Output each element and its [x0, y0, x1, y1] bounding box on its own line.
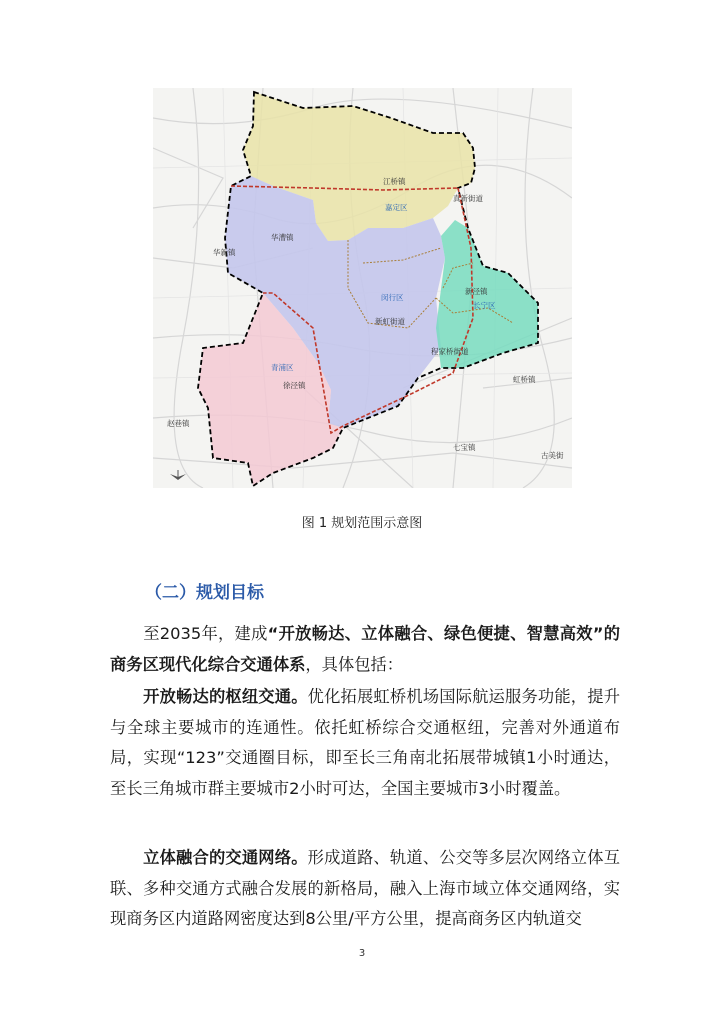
- paragraph-transport-network: [110, 843, 620, 935]
- label-changning-district: 长宁区: [473, 301, 496, 310]
- p1-lead-text: 至2035年，建成: [143, 624, 268, 643]
- label-qibao: 七宝镇: [453, 443, 476, 452]
- p1-bold-text: “开放畅达、立体融合、绿色便捷、智慧高效”的商务区现代化综合交通体系: [110, 624, 620, 674]
- label-minhang-district: 闵行区: [381, 293, 404, 302]
- page-number: 3: [358, 948, 366, 959]
- figure-caption: 图 1 规划范围示意图: [301, 516, 423, 531]
- map-svg: [153, 88, 572, 488]
- planning-scope-map: [153, 88, 572, 488]
- label-qingpu-district: 青浦区: [271, 363, 294, 372]
- label-gumei: 古美街: [541, 451, 564, 460]
- label-zhenxin: 真新街道: [453, 194, 483, 203]
- p3-body-text: 形成道路、轨道、公交等多层次网络立体互联、多种交通方式融合发展的新格局，融入上海市域立体交通网络，实现商务区内道路网密度达到8公里/平方公里，提高商务区内轨道交: [110, 848, 620, 928]
- label-huacao: 华漕镇: [271, 233, 294, 242]
- label-hongqiao-town: 虹桥镇: [513, 375, 536, 384]
- paragraph-hub-transport: [110, 682, 620, 804]
- label-jiangqiao: 江桥镇: [383, 177, 406, 186]
- label-xujing: 徐泾镇: [283, 381, 306, 390]
- p2-bold-text: 开放畅达的枢纽交通。: [143, 687, 308, 706]
- p3-bold-text: 立体融合的交通网络。: [143, 848, 308, 867]
- compass-icon: [170, 470, 186, 480]
- paragraph-goal-intro: [110, 619, 620, 680]
- label-huaxin: 华新镇: [213, 248, 236, 257]
- label-chengjiaqiao: 程家桥街道: [431, 347, 469, 356]
- label-xinjing: 新泾镇: [465, 287, 488, 296]
- section-heading: （二）规划目标: [145, 583, 264, 603]
- label-jiading-district: 嘉定区: [385, 203, 408, 212]
- label-xinhong: 新虹街道: [375, 317, 405, 326]
- label-zhaoxiang: 赵巷镇: [167, 419, 190, 428]
- p1-tail-text: ，具体包括：: [305, 654, 404, 674]
- p2-body-text: 优化拓展虹桥机场国际航运服务功能，提升与全球主要城市的连通性。依托虹桥综合交通枢纽，完善对外通道布局，实现“123”交通圈目标，即至长三角南北拓展带城镇1小时通达，至长三角城市群主要城市2小时可达，全国主要城市3小时覆盖。: [110, 687, 620, 798]
